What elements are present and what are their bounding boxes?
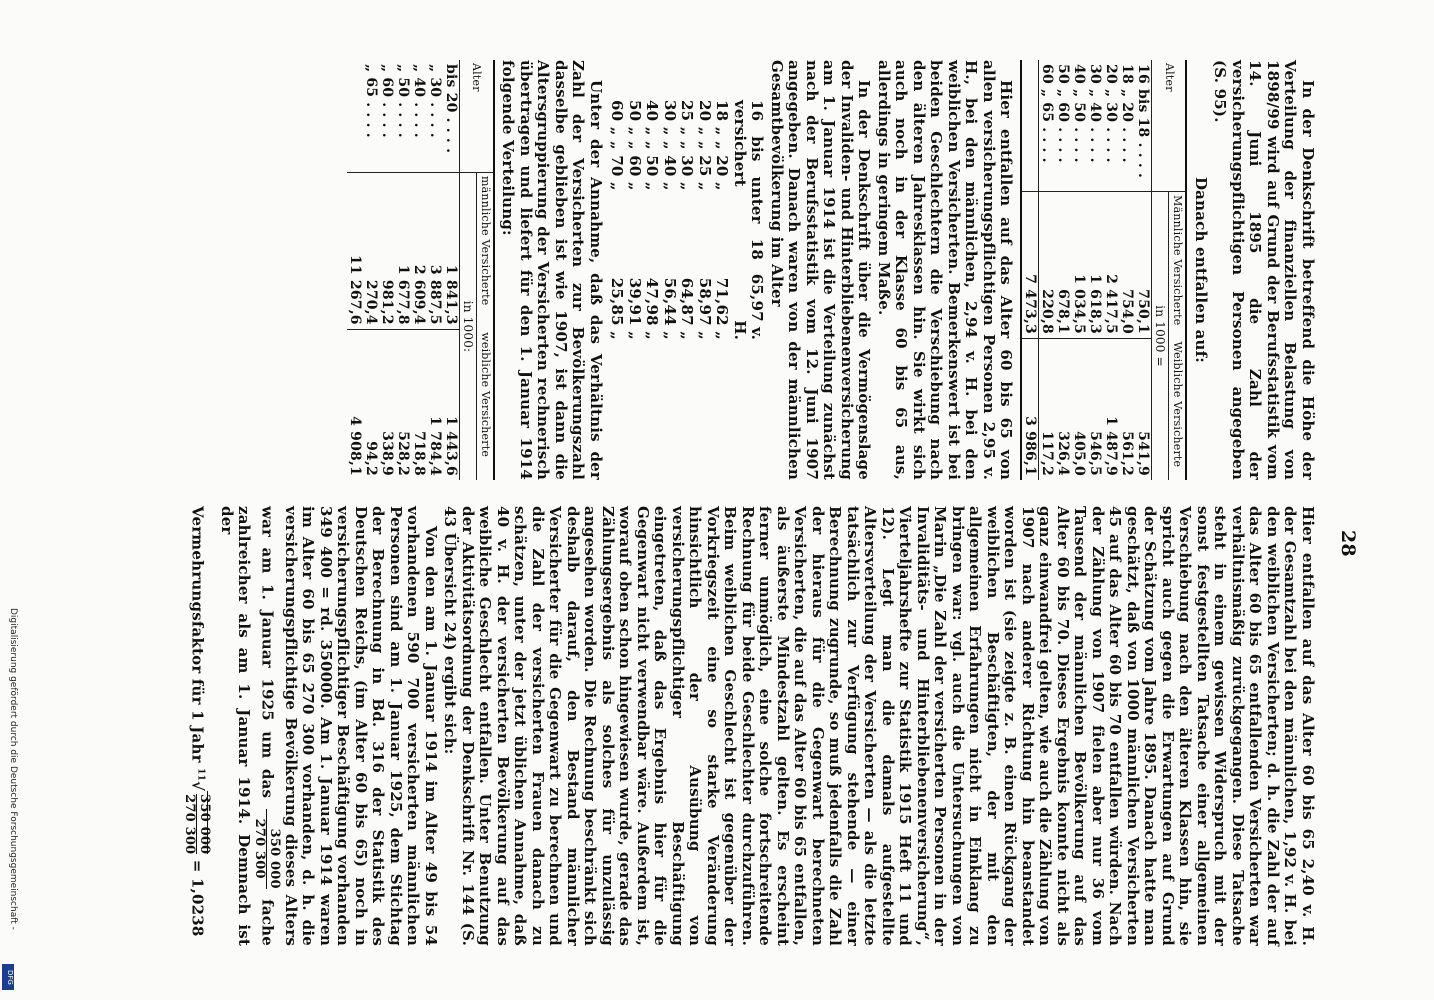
table1-male-cell: 220,8 (1039, 192, 1056, 339)
list-item (713, 100, 731, 360)
table2-age-cell: „ 50 . . . . (395, 64, 411, 138)
table1-age-header: Alter (1152, 60, 1187, 192)
table2-age-cell: „ 40 . . . . (411, 64, 427, 138)
table1-total-row (1022, 60, 1040, 480)
ratio-fraction (253, 809, 282, 889)
paragraph-3: In der Denkschrift über die Vermögenslage der Invaliden- und Hinterbliebenenversicherung am 1. Januar 1914 ist die Verteilung zunächst nach der Berufsstatistik vom 12. Juni 1907 angegeben. Danach waren von der männlichen Gesamtbevölkerung im Alter (768, 60, 874, 480)
list-item (696, 100, 714, 360)
table-1895 (1021, 60, 1188, 480)
table-row (1088, 60, 1104, 480)
list-item-value: 47,98 „ (643, 277, 662, 340)
table2-male-cell: 3 887,5 (427, 173, 443, 330)
table2-female-cell: 338,9 (379, 329, 395, 480)
list-item-value: 64,87 „ (678, 277, 697, 340)
table-row (1104, 60, 1120, 480)
list-item-label: 40 „ „ 50 „ (643, 100, 662, 191)
table2-age-cell: „ 60 . . . . (379, 64, 395, 138)
list-item-label: 18 „ „ 20 „ (713, 100, 732, 191)
left-column (341, 60, 1316, 480)
root-index: 11 (196, 768, 206, 782)
table1-male-cell: 750,1 (1136, 192, 1153, 339)
table1-age-cell: 20 „ 30 . . . . (1103, 64, 1120, 163)
list-item-value: 65,97 v. H. (731, 273, 767, 340)
table2-age-header: Alter (460, 60, 495, 173)
formula-result: = 1,0238 (189, 859, 207, 937)
root-numerator: 350 000 (197, 794, 213, 855)
list-item-value: 39,91 „ (626, 277, 644, 340)
list-item (678, 100, 696, 360)
table2-male-cell: 2 609,4 (411, 173, 427, 330)
table-row (1056, 60, 1072, 480)
table1-age-cell: 30 „ 40 . . . . (1087, 64, 1104, 163)
right-paragraph-2-text: Von den am 1. Januar 1914 im Alter 49 bis 54 vorhandenen 590 700 versicherten männlichen Personen sind am 1. Januar 1925, dem Stichtag der Berechnung in Bd. 316 der Statistik des Deutschen Reichs, (im Alter 60 bis 65) noch in versicherungspflichtiger Beschäftigung vorhanden 349 400 = rd. 350000. Am 1. Januar 1914 waren im Alter 60 bis 65 270 300 vorhanden, d. h. die versicherungspflichtige Bevölkerung dieses Alters war am 1. Januar 1925 um das (259, 506, 440, 946)
table1-total-male: 7 473,3 (1022, 192, 1040, 339)
table2-body (363, 60, 460, 480)
table2-unit: in 1000: (460, 173, 477, 480)
table2-male-cell: 981,2 (379, 173, 395, 330)
credit-text: Digitalisierung gefördert durch die Deutsche Forschungsgemeinschaft - (8, 608, 18, 930)
list-item-value: 56,44 „ (661, 277, 679, 340)
right-paragraph-2-end: fache zahlreicher als am 1. Januar 1914. Demnach ist der (218, 506, 277, 946)
table2-female-cell: 528,2 (395, 329, 411, 480)
table2-male-header: männliche Versicherte (477, 173, 495, 330)
list-item (731, 100, 766, 360)
table2-female-cell: 1 443,6 (443, 329, 460, 480)
danach-heading: Danach entfallen auf: (1192, 176, 1210, 364)
table-row (1120, 60, 1136, 480)
root-fraction (183, 794, 212, 854)
table2-female-cell: 718,8 (411, 329, 427, 480)
table1-male-cell: 1 034,5 (1072, 192, 1088, 339)
table1-male-cell: 678,1 (1056, 192, 1072, 339)
table1-female-cell: 326,4 (1056, 338, 1072, 480)
table1-age-cell: 16 bis 18 . . . . (1135, 64, 1152, 179)
table-row (379, 60, 395, 480)
paragraph-4: Unter der Annahme, daß das Verhältnis der Zahl der Versicherten zur Bevölkerungszahl dasselbe geblieben ist wie 1907, ist dann die Altersgruppierung der Versicherten rechnerisch übertragen und liefert für den 1. Januar 1914 folgende Verteilung: (499, 60, 605, 480)
list-item-label: 50 „ „ 60 „ (626, 100, 644, 191)
list-item (626, 100, 644, 360)
page-number: 28 (1337, 530, 1359, 557)
list-item (608, 100, 626, 360)
list-item-value: 25,85 „ (608, 277, 627, 340)
table1-male-cell: 2 417,5 (1104, 192, 1120, 339)
table1-female-header: Weibliche Versicherte (1169, 338, 1187, 480)
table2-male-cell: 1 841,3 (443, 173, 460, 330)
right-paragraph-1: Hier entfallen auf das Alter 60 bis 65 2,40 v. H. der Gesamtzahl bei den männlichen, 1,92 v. H. bei den weiblichen Versicherten; d. h. die Zahl der auf das Alter 60 bis 65 entfallenden Versicherten war verhältnismäßig zurückgegangen. Diese Tatsache steht in einem gewissen Widerspruch mit der sonst festgestellten Tatsache einer allgemeinen Verschiebung nach den älteren Klassen hin, sie spricht auch gegen die Erwartungen auf Grund der Schätzung vom Jahre 1895. Danach hatte man geschätzt, daß von 1000 männlichen Versicherten 45 auf das Alter 60 bis 70 entfallen würden. Nach der Zählung von 1907 fielen aber nur 36 vom Tausend der männlichen Bevölkerung auf das Alter 60 bis 70. Dieses Ergebnis konnte nicht als ganz einwandfrei gelten, wie auch die Zählung von 1907 nach anderer Richtung hin beanstandet worden ist (sie zeigte z. B. einen Rückgang der weiblichen Beschäftigten, der mit den allgemeinen Erfahrungen nicht in Einklang zu bringen war: vgl. auch die Untersuchungen von Marin „Die Zahl der versicherten Personen in der Invaliditäts- und Hinterbliebenenversicherung“, Vierteljahrshefte zur Statistik 1915 Heft 11 und 12). Legt man die damals aufgestellte Altersverteilung der Versicherten — als die letzte tatsächlich zur Verfügung stehende — einer Berechnung zugrunde, so muß jedenfalls die Zahl der hieraus für die Gegenwart berechneten Versicherten, die auf das Alter 60 bis 65 entfallen, als äußerste Mindestzahl gelten. Es erscheint ferner unmöglich, eine solche fortschreitende Rechnung für beide Geschlechter durchzuführen. Beim weiblichen Geschlecht ist gegenüber der Vorkriegszeit eine so starke Veränderung hinsichtlich der Ausübung von versicherungspflichtiger Beschäftigung eingetreten, daß das Ergebnis hier für die Gegenwart nicht verwendbar wäre. Außerdem ist, worauf oben schon hingewiesen wurde, gerade das Zählungsergebnis als solches für unzulässig angesehen worden. Die Rechnung beschränkt sich deshalb darauf, den Bestand männlicher Versicherter für die Gegenwart zu berechnen und die Zahl der versicherten Frauen danach zu schätzen, unter der jetzt üblichen Annahme, daß 40 v. H. der versicherten Bevölkerung auf das weibliche Geschlecht entfallen. Unter Benutzung der Aktivitätsordnung der Denkschrift Nr. 144 (S. 43 Übersicht 24) ergibt sich: (441, 506, 1317, 946)
table2-female-header: weibliche Versicherte (477, 329, 495, 480)
table1-female-cell: 541,9 (1136, 338, 1153, 480)
table2-male-cell: 270,4 (363, 173, 379, 330)
table-row (443, 60, 460, 480)
table2-female-cell: 94,2 (363, 329, 379, 480)
table2-total-row (347, 60, 363, 480)
table2-male-cell: 1 677,8 (395, 173, 411, 330)
table-row (395, 60, 411, 480)
intro-paragraph: In der Denkschrift betreffend die Höhe der Verteilung der finanziellen Belastung von 1898/99 wird auf Grund der Berufsstatistik vom 14. Juni 1895 die Zahl der versicherungspflichtigen Personen angegeben (S. 95). (1211, 60, 1317, 480)
table1-male-header: Männliche Versicherte (1169, 192, 1187, 339)
ratio-denominator: 270 300 (252, 818, 268, 879)
table1-age-cell: 50 „ 60 . . . . (1055, 64, 1072, 163)
table1-unit: in 1000 = (1152, 192, 1169, 480)
growth-factor-formula: Vermehrungsfaktor für 1 Jahr $^{11}$√ 350 000 270 300 = 1,0238 (182, 506, 213, 937)
table-row (363, 60, 379, 480)
table1-female-cell: 1 487,9 (1104, 338, 1120, 480)
table2-age-cell: „ 65 . . . . (363, 64, 379, 138)
ratio-numerator: 350 000 (267, 809, 282, 889)
list-item-label: 16 bis unter 18 versichert (731, 100, 767, 260)
paragraph-2: Hier entfallen auf das Alter 60 bis 65 von allen versicherungspflichtigen Personen 2,95 v. H., bei den männlichen, 2,94 v. H. bei den weiblichen Versicherten. Bemerkenswert ist bei beiden Geschlechtern die Verschiebung nach den älteren Jahresklassen hin. Sie wirkt sich auch noch in der Klasse 60 bis 65 aus, allerdings in geringem Maße. (875, 60, 1016, 480)
table1-male-cell: 754,0 (1120, 192, 1136, 339)
table1-female-cell: 117,2 (1039, 338, 1056, 480)
table-row (1072, 60, 1088, 480)
list-item-value: 58,97 „ (696, 277, 714, 340)
table2-female-cell: 1 784,4 (427, 329, 443, 480)
list-item (643, 100, 661, 360)
root-denominator: 270 300 (182, 794, 198, 855)
table2-total-male: 11 267,6 (347, 173, 363, 330)
table-row (411, 60, 427, 480)
list-item-label: 30 „ „ 40 „ (661, 100, 679, 191)
dfg-logo: DFG (2, 964, 14, 990)
right-paragraph-2 (218, 506, 440, 946)
list-item-label: 60 „ „ 70 „ (608, 100, 627, 191)
digitization-credit (4, 608, 20, 988)
table2-age-cell: bis 20 . . . . (443, 64, 459, 154)
table1-age-cell: 40 „ 50 . . . . (1071, 64, 1088, 163)
table-1914 (347, 60, 495, 480)
table1-male-cell: 1 618,3 (1088, 192, 1104, 339)
table1-female-cell: 546,5 (1088, 338, 1104, 480)
right-column (183, 506, 1317, 946)
list-item-value: 71,62 „ (713, 277, 732, 340)
age-percentage-list (608, 100, 766, 480)
table1-age-cell: 18 „ 20 . . . . (1119, 64, 1136, 163)
table1-age-cell: 60 „ 65 . . . . (1039, 64, 1056, 163)
list-item (661, 100, 679, 360)
rotated-document-page (100, 30, 1390, 960)
table1-body (1039, 60, 1152, 480)
table1-female-cell: 561,2 (1120, 338, 1136, 480)
list-item-label: 25 „ „ 30 „ (678, 100, 697, 191)
formula-label: Vermehrungsfaktor für 1 Jahr (189, 506, 207, 763)
table1-total-female: 3 986,1 (1022, 338, 1040, 480)
table2-total-female: 4 908,1 (347, 329, 363, 480)
table1-female-cell: 405,0 (1072, 338, 1088, 480)
table-row (1039, 60, 1056, 480)
list-item-label: 20 „ „ 25 „ (696, 100, 714, 191)
table-row (1136, 60, 1153, 480)
table-row (427, 60, 443, 480)
table2-age-cell: „ 30 . . . . (427, 64, 443, 138)
